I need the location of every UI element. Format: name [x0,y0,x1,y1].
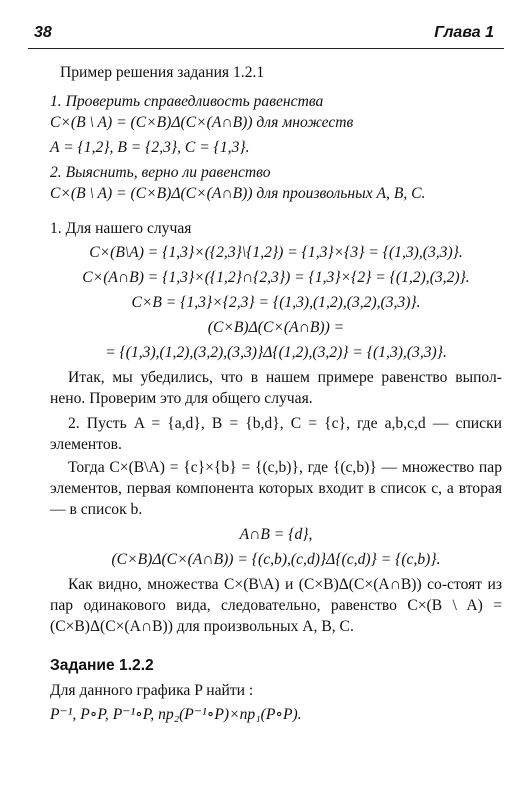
equation-6: A∩B = {d}, [239,526,313,543]
equation-1: C×(B\A) = {1,3}×({2,3}\{1,2}) = {1,3}×{3} = {(1,3),(3,3)}. [89,244,463,261]
task-formula: P⁻¹, P∘P, P⁻¹∘P, пр₂(P⁻¹∘P)×пр₁(P∘P). [50,706,302,723]
header-rule [28,48,504,49]
paragraph-as-seen: Как видно, множества C×(B\A) и (C×B)Δ(C×(A∩B)) со-стоят из пар одинакового вида, следовательно, равенство C×(B \ A) = (C×B)Δ(C×(A∩B)) для произвольных A, B, C. [50,576,502,635]
paragraph-conclusion: Итак, мы убедились, что в нашем примере равенство выпол-нено. Проверим это для общего случая. [50,369,502,407]
task-heading: Задание 1.2.2 [50,657,154,674]
equation-4: (C×B)Δ(C×(A∩B)) = [207,319,345,336]
page-number: 38 [34,24,52,41]
task1-statement-line1: 1. Проверить справедливость равенства [50,93,324,110]
chapter-title: Глава 1 [434,24,494,41]
equation-3: C×B = {1,3}×{2,3} = {(1,3),(1,2),(3,2),(3,3)}. [131,294,421,311]
paragraph-then: Тогда C×(B\A) = {c}×{b} = {(c,b)}, где {(c,b)} — множество пар элементов, первая компонента которых входит в список c, а вторая — в список b. [50,459,502,518]
equation-5: = {(1,3),(1,2),(3,2),(3,3)}Δ{(1,2),(3,2)} = {(1,3),(3,3)}. [105,344,447,361]
task1-statement-line2: C×(B \ A) = (C×B)Δ(C×(A∩B)) для множеств [50,114,354,131]
task1-statement-line3: A = {1,2}, B = {2,3}, C = {1,3}. [50,139,250,156]
task2-statement-line1: 2. Выяснить, верно ли равенство [50,164,271,181]
paragraph-general-case: 2. Пусть A = {a,d}, B = {b,d}, C = {c}, где a,b,c,d — списки элементов. [50,415,502,453]
page-body [50,62,502,725]
example-title: Пример решения задания 1.2.1 [60,64,265,81]
equation-7: (C×B)Δ(C×(A∩B)) = {(c,b),(c,d)}Δ{(c,d)} = {(c,b)}. [111,551,441,568]
page-header [28,22,504,48]
equation-2: C×(A∩B) = {1,3}×({1,2}∩{2,3}) = {1,3}×{2} = {(1,2),(3,2)}. [82,269,470,286]
solution1-heading: 1. Для нашего случая [50,220,192,237]
task2-statement-line2: C×(B \ A) = (C×B)Δ(C×(A∩B)) для произвольных A, B, C. [50,185,426,202]
task-text: Для данного графика P найти : [50,682,254,699]
